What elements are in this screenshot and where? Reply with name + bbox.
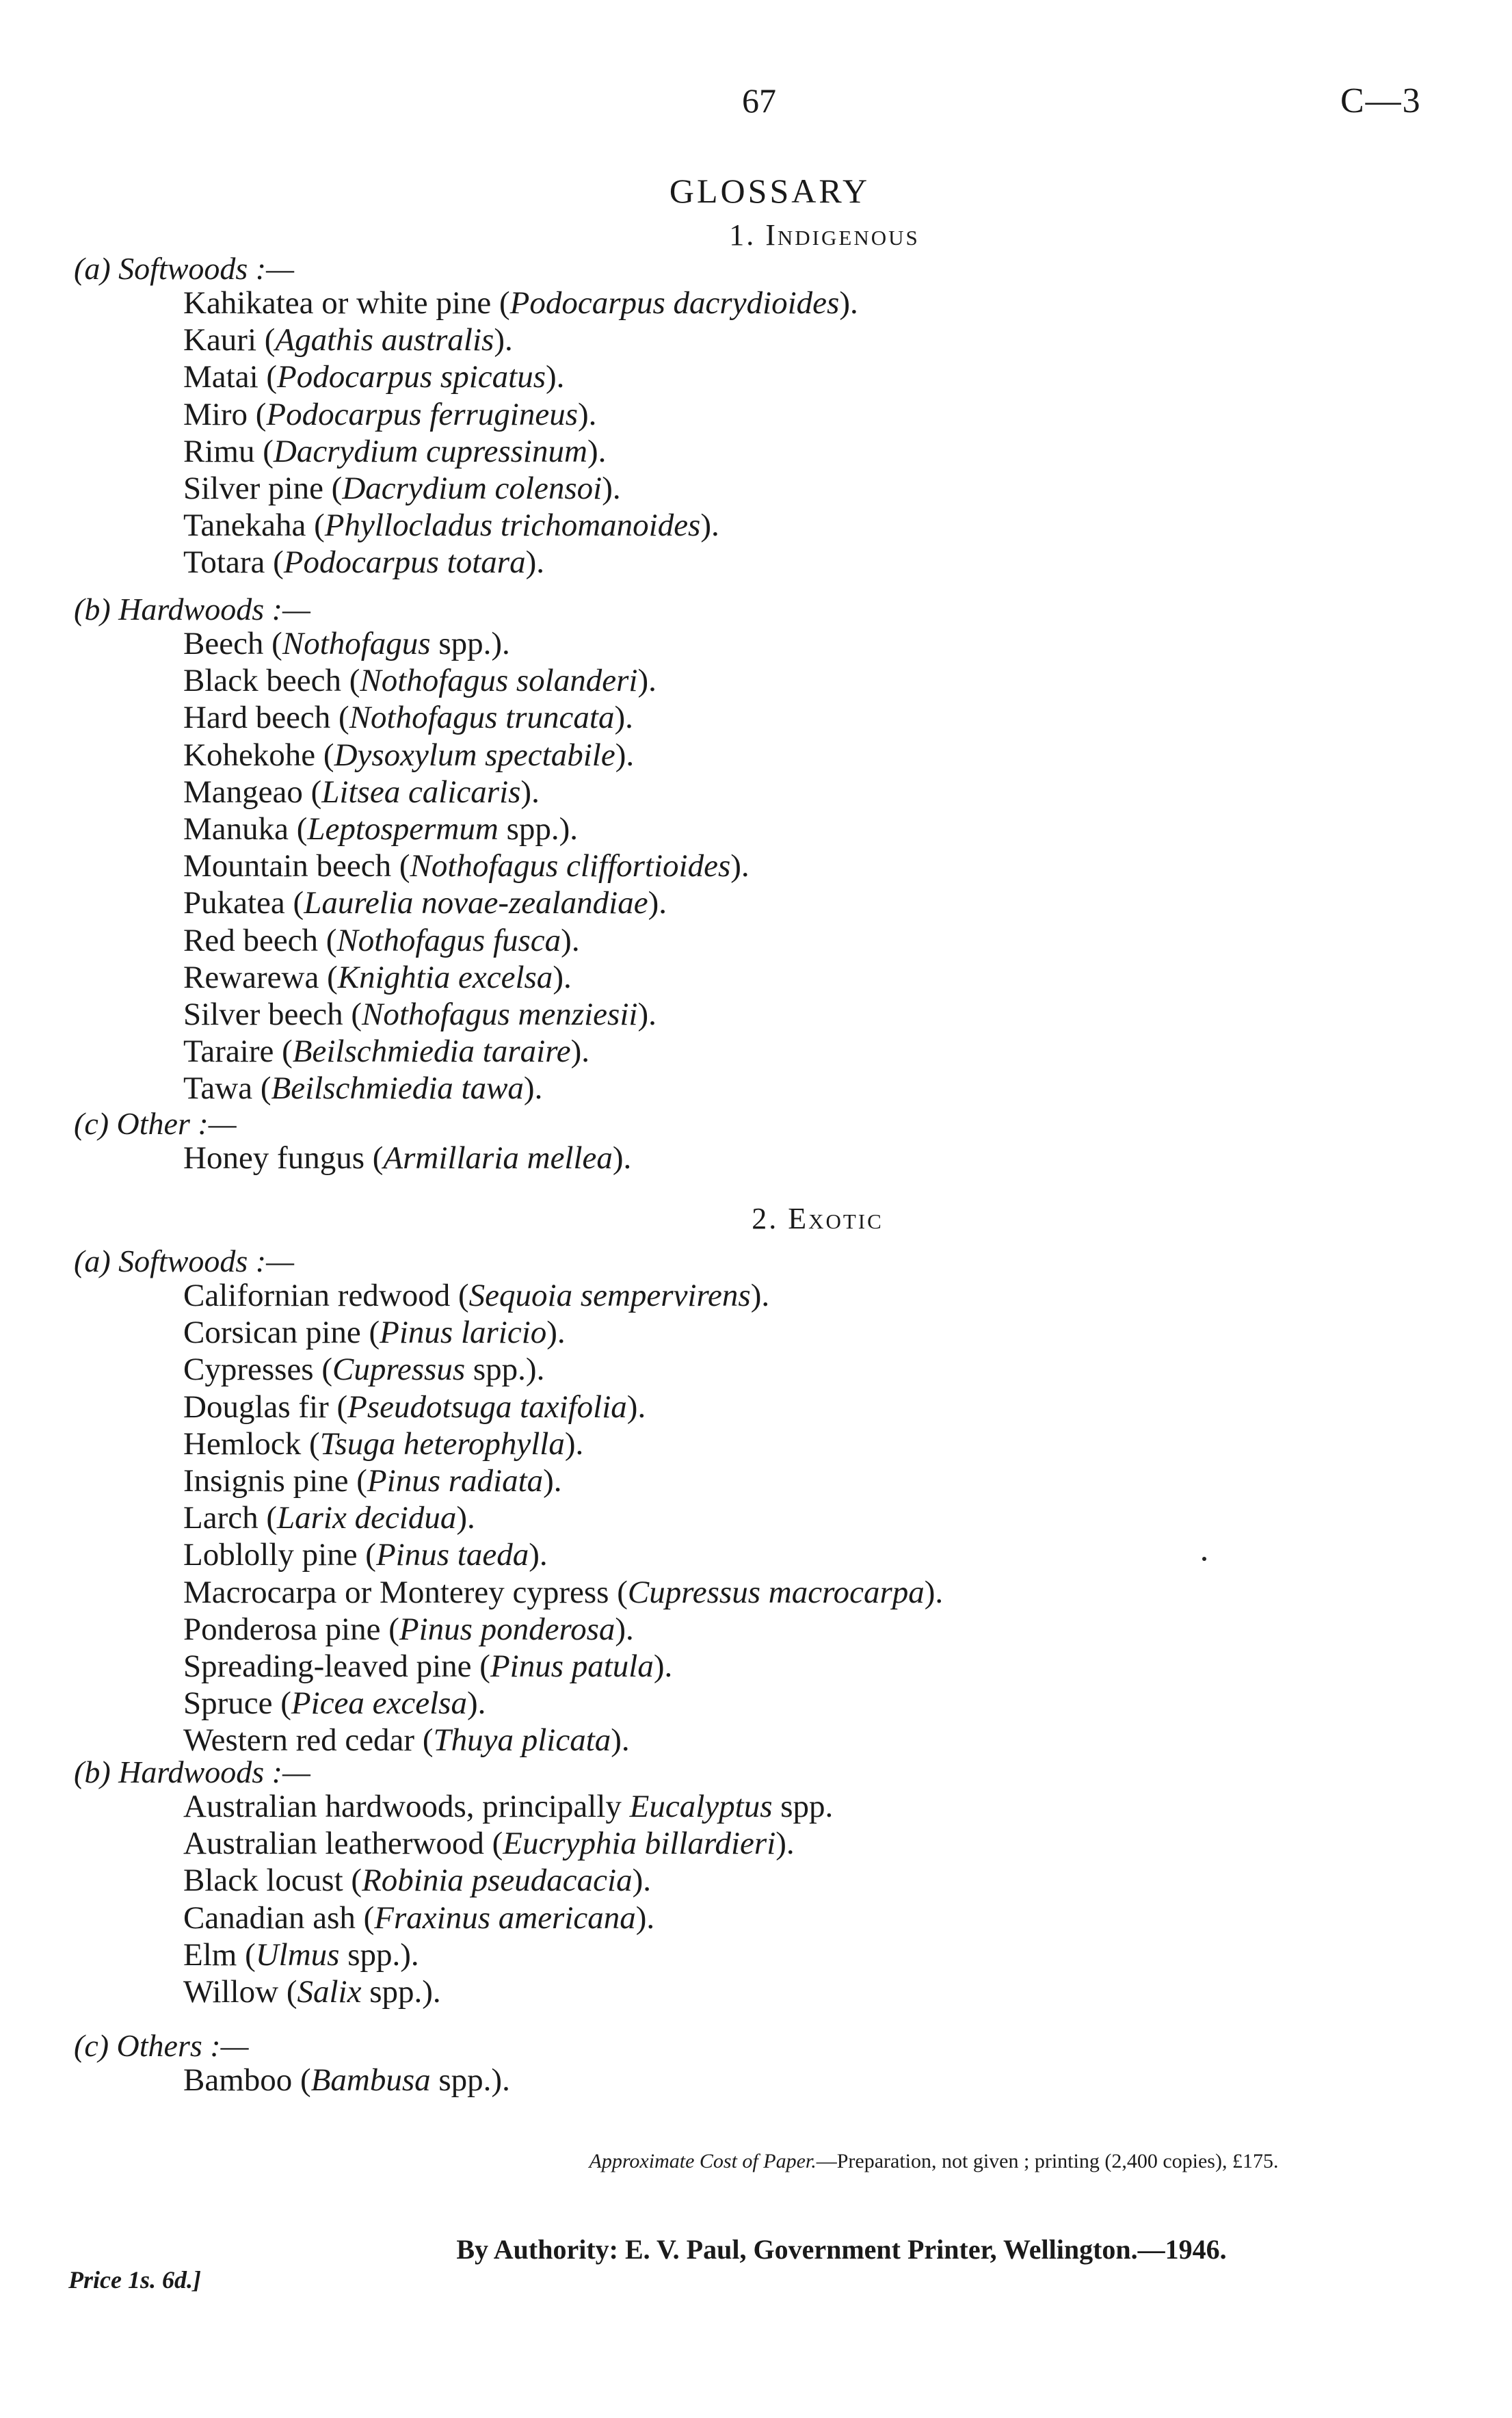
common-name: Hard beech ( bbox=[183, 700, 349, 736]
glossary-entry bbox=[183, 2062, 510, 2099]
species-name: Eucryphia billardieri bbox=[503, 1826, 776, 1862]
glossary-entry bbox=[183, 1462, 562, 1499]
entry-tail: ). bbox=[632, 1863, 651, 1899]
entry-tail: ). bbox=[700, 508, 719, 544]
species-name: Beilschmiedia tawa bbox=[271, 1070, 524, 1107]
common-name: Tawa ( bbox=[183, 1070, 271, 1107]
species-name: Sequoia sempervirens bbox=[468, 1278, 751, 1313]
species-name: Phyllocladus trichomanoides bbox=[324, 508, 701, 544]
common-name: Macrocarpa or Monterey cypress ( bbox=[183, 1574, 628, 1610]
species-name: Bambusa bbox=[310, 2062, 431, 2098]
species-name: Podocarpus ferrugineus bbox=[266, 396, 579, 432]
common-name: Australian hardwoods, principally bbox=[183, 1789, 630, 1824]
entry-tail: ). bbox=[615, 737, 635, 773]
species-name: Pinus patula bbox=[490, 1648, 654, 1684]
glossary-entry bbox=[183, 847, 750, 884]
common-name: Kauri ( bbox=[183, 322, 276, 358]
entry-tail: ). bbox=[543, 1463, 562, 1499]
entry-tail: spp.). bbox=[430, 626, 510, 661]
glossary-entry bbox=[183, 996, 656, 1033]
species-name: Dacrydium colensoi bbox=[342, 471, 602, 506]
entry-tail: ). bbox=[546, 1315, 566, 1351]
entry-tail: spp.). bbox=[339, 1936, 419, 1973]
glossary-entry bbox=[183, 1648, 672, 1685]
species-name: Cupressus bbox=[332, 1352, 466, 1388]
entry-tail: ). bbox=[612, 1140, 632, 1176]
entry-tail: ). bbox=[615, 1611, 634, 1647]
glossary-entry bbox=[183, 884, 667, 921]
entry-tail: ). bbox=[520, 774, 540, 810]
glossary-entry bbox=[183, 1862, 651, 1899]
common-name: Honey fungus ( bbox=[183, 1140, 384, 1176]
category-label: (a) Softwoods :— bbox=[74, 1244, 294, 1278]
print-speck bbox=[1202, 1557, 1206, 1561]
entry-tail: ). bbox=[626, 1389, 646, 1425]
common-name: Black locust ( bbox=[183, 1863, 362, 1899]
common-name: Loblolly pine ( bbox=[183, 1537, 376, 1573]
glossary-entry bbox=[183, 1900, 654, 1936]
category-label: (b) Hardwoods :— bbox=[74, 592, 310, 627]
common-name: Mountain beech ( bbox=[183, 848, 410, 884]
glossary-entry bbox=[183, 959, 572, 996]
entry-tail: ). bbox=[611, 1722, 630, 1759]
entry-tail: spp.). bbox=[465, 1352, 545, 1388]
glossary-entry bbox=[183, 1611, 634, 1648]
common-name: Matai ( bbox=[183, 359, 278, 395]
entry-tail: ). bbox=[578, 396, 597, 432]
species-name: Robinia pseudacacia bbox=[362, 1863, 633, 1899]
glossary-entry bbox=[183, 507, 719, 544]
glossary-entry bbox=[183, 396, 596, 433]
glossary-entry bbox=[183, 662, 656, 699]
glossary-entry bbox=[183, 321, 513, 358]
common-name: Pukatea ( bbox=[183, 885, 304, 921]
entry-tail: ). bbox=[529, 1537, 548, 1573]
glossary-entry bbox=[183, 1140, 631, 1177]
common-name: Corsican pine ( bbox=[183, 1315, 380, 1351]
entry-tail: ). bbox=[561, 922, 580, 958]
glossary-entry bbox=[183, 625, 510, 662]
section-heading-indigenous: 1. Indigenous bbox=[729, 218, 920, 252]
entry-tail: ). bbox=[653, 1648, 673, 1684]
glossary-entry bbox=[183, 811, 578, 847]
document-reference: C—3 bbox=[1340, 81, 1422, 120]
species-name: Laurelia novae-zealandiae bbox=[304, 885, 648, 921]
common-name: Silver pine ( bbox=[183, 471, 343, 506]
entry-tail: ). bbox=[546, 359, 565, 395]
entry-tail: ). bbox=[587, 433, 607, 469]
glossary-entry bbox=[183, 1685, 486, 1722]
species-name: Nothofagus truncata bbox=[349, 700, 615, 736]
glossary-entry bbox=[183, 1499, 475, 1536]
entry-tail: ). bbox=[839, 285, 858, 321]
species-name: Armillaria mellea bbox=[383, 1140, 613, 1176]
glossary-entry bbox=[183, 1314, 566, 1351]
glossary-entry bbox=[183, 1536, 548, 1573]
species-name: Ulmus bbox=[255, 1936, 340, 1973]
common-name: Bamboo ( bbox=[183, 2062, 311, 2098]
entry-tail: ). bbox=[730, 848, 750, 884]
common-name: Larch ( bbox=[183, 1500, 277, 1536]
glossary-entry bbox=[183, 699, 633, 736]
common-name: Manuka ( bbox=[183, 811, 308, 847]
species-name: Litsea calicaris bbox=[321, 774, 521, 810]
common-name: Canadian ash ( bbox=[183, 1900, 375, 1936]
common-name: Hemlock ( bbox=[183, 1425, 320, 1462]
common-name: Ponderosa pine ( bbox=[183, 1611, 399, 1647]
entry-tail: ). bbox=[570, 1034, 590, 1070]
section-heading-exotic: 2. Exotic bbox=[752, 1202, 884, 1235]
common-name: Willow ( bbox=[183, 1974, 297, 2010]
species-name: Agathis australis bbox=[275, 322, 494, 358]
common-name: Insignis pine ( bbox=[183, 1463, 367, 1499]
entry-tail: ). bbox=[553, 959, 572, 995]
species-name: Larix decidua bbox=[276, 1500, 457, 1536]
entry-tail: ). bbox=[523, 1070, 543, 1107]
entry-tail: ). bbox=[614, 700, 633, 736]
species-name: Pseudotsuga taxifolia bbox=[347, 1389, 627, 1425]
glossary-entry bbox=[183, 1389, 646, 1425]
glossary-entry bbox=[183, 1033, 589, 1070]
common-name: Taraire ( bbox=[183, 1034, 293, 1070]
species-name: Cupressus macrocarpa bbox=[627, 1574, 925, 1610]
common-name: Red beech ( bbox=[183, 922, 337, 958]
price-note: Price 1s. 6d.] bbox=[68, 2266, 201, 2294]
category-label: (a) Softwoods :— bbox=[74, 251, 294, 286]
common-name: Totara ( bbox=[183, 544, 284, 581]
common-name: Kahikatea or white pine ( bbox=[183, 285, 510, 321]
common-name: Black beech ( bbox=[183, 663, 360, 699]
common-name: Rewarewa ( bbox=[183, 959, 338, 995]
glossary-entry bbox=[183, 774, 540, 811]
entry-tail: ). bbox=[564, 1425, 584, 1462]
entry-tail: ). bbox=[775, 1826, 795, 1862]
entry-tail: ). bbox=[602, 471, 621, 506]
entry-tail: ). bbox=[648, 885, 667, 921]
species-name: Eucalyptus bbox=[629, 1789, 773, 1824]
common-name: Cypresses ( bbox=[183, 1352, 332, 1388]
entry-tail: ). bbox=[924, 1574, 944, 1610]
common-name: Kohekohe ( bbox=[183, 737, 334, 773]
species-name: Picea excelsa bbox=[291, 1685, 467, 1722]
species-name: Pinus ponderosa bbox=[399, 1611, 615, 1647]
species-name: Knightia excelsa bbox=[337, 959, 553, 995]
common-name: Australian leatherwood ( bbox=[183, 1826, 503, 1862]
common-name: Spreading-leaved pine ( bbox=[183, 1648, 490, 1684]
species-name: Salix bbox=[297, 1974, 362, 2010]
glossary-entry bbox=[183, 544, 544, 581]
common-name: Tanekaha ( bbox=[183, 508, 325, 544]
glossary-entry bbox=[183, 922, 580, 959]
entry-tail: spp.). bbox=[430, 2062, 510, 2098]
species-name: Nothofagus cliffortioides bbox=[410, 848, 731, 884]
species-name: Nothofagus bbox=[282, 626, 431, 661]
species-name: Beilschmiedia taraire bbox=[292, 1034, 571, 1070]
glossary-entry bbox=[183, 1351, 544, 1388]
glossary-entry bbox=[183, 1973, 441, 2010]
glossary-entry bbox=[183, 737, 634, 774]
glossary-entry bbox=[183, 285, 858, 321]
glossary-entry bbox=[183, 358, 564, 395]
species-name: Nothofagus fusca bbox=[336, 922, 561, 958]
species-name: Podocarpus dacrydioides bbox=[509, 285, 840, 321]
entry-tail: ). bbox=[750, 1278, 770, 1313]
page-number: 67 bbox=[742, 81, 776, 120]
common-name: Rimu ( bbox=[183, 433, 274, 469]
glossary-entry bbox=[183, 1936, 419, 1973]
glossary-entry bbox=[183, 1825, 795, 1862]
species-name: Podocarpus totara bbox=[283, 544, 526, 581]
common-name: Miro ( bbox=[183, 396, 267, 432]
entry-tail: ). bbox=[466, 1685, 486, 1722]
glossary-entry bbox=[183, 470, 621, 507]
entry-tail: spp.). bbox=[498, 811, 579, 847]
glossary-entry bbox=[183, 433, 606, 470]
common-name: Douglas fir ( bbox=[183, 1389, 348, 1425]
category-label: (c) Other :— bbox=[74, 1106, 237, 1141]
glossary-entry bbox=[183, 1070, 542, 1107]
common-name: Western red cedar ( bbox=[183, 1722, 434, 1759]
category-label: (b) Hardwoods :— bbox=[74, 1755, 310, 1789]
species-name: Dacrydium cupressinum bbox=[273, 433, 587, 469]
entry-tail: spp.). bbox=[361, 1974, 441, 2010]
species-name: Leptospermum bbox=[307, 811, 499, 847]
entry-tail: ). bbox=[635, 1900, 655, 1936]
common-name: Silver beech ( bbox=[183, 997, 362, 1032]
entry-tail: ). bbox=[494, 322, 513, 358]
entry-tail: ). bbox=[637, 663, 656, 699]
category-label: (c) Others :— bbox=[74, 2028, 249, 2063]
species-name: Tsuga heterophylla bbox=[319, 1425, 565, 1462]
glossary-entry bbox=[183, 1425, 583, 1462]
cost-footnote: Approximate Cost of Paper.—Preparation, not given ; printing (2,400 copies), £175. bbox=[589, 2150, 1279, 2172]
glossary-entry bbox=[183, 1277, 769, 1314]
species-name: Dysoxylum spectabile bbox=[334, 737, 615, 773]
entry-tail: ). bbox=[637, 997, 656, 1032]
common-name: Elm ( bbox=[183, 1936, 256, 1973]
species-name: Nothofagus solanderi bbox=[360, 663, 638, 699]
entry-tail: ). bbox=[525, 544, 544, 581]
species-name: Nothofagus menziesii bbox=[362, 997, 638, 1032]
common-name: Californian redwood ( bbox=[183, 1278, 469, 1313]
common-name: Spruce ( bbox=[183, 1685, 291, 1722]
glossary-entry bbox=[183, 1574, 943, 1611]
species-name: Podocarpus spicatus bbox=[277, 359, 546, 395]
page-title: GLOSSARY bbox=[669, 172, 871, 210]
species-name: Pinus taeda bbox=[375, 1537, 529, 1573]
glossary-entry bbox=[183, 1788, 833, 1825]
species-name: Pinus laricio bbox=[380, 1315, 547, 1351]
common-name: Mangeao ( bbox=[183, 774, 322, 810]
entry-tail: spp. bbox=[772, 1789, 834, 1824]
species-name: Thuya plicata bbox=[433, 1722, 611, 1759]
species-name: Fraxinus americana bbox=[374, 1900, 636, 1936]
printer-imprint: By Authority: E. V. Paul, Government Printer, Wellington.—1946. bbox=[456, 2234, 1227, 2265]
entry-tail: ). bbox=[456, 1500, 475, 1536]
common-name: Beech ( bbox=[183, 626, 282, 661]
species-name: Pinus radiata bbox=[367, 1463, 544, 1499]
